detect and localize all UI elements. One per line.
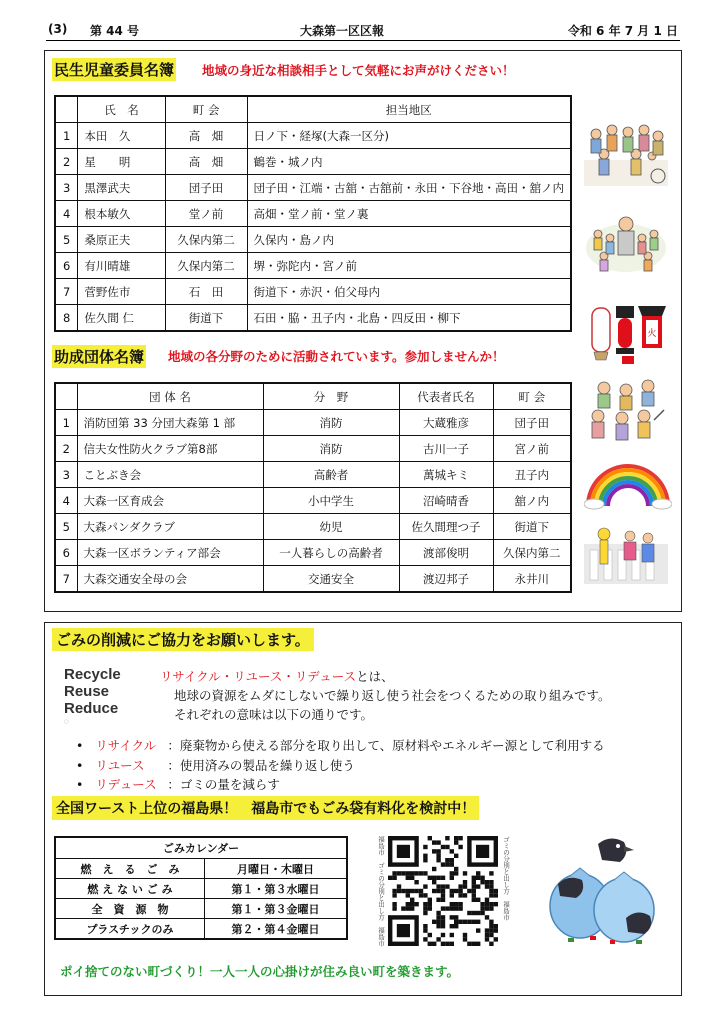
crosswalk-icon [584, 524, 668, 584]
table-cell: 大森一区ボランティア部会 [77, 540, 263, 566]
column-header [55, 96, 78, 123]
calendar-day: 第１・第３金曜日 [205, 899, 348, 919]
column-header: 分 野 [263, 383, 399, 410]
bullet-term: リデュース [95, 777, 157, 792]
column-header: 町 会 [165, 96, 247, 123]
table-cell: 街道下 [493, 514, 571, 540]
calendar-day: 第１・第３水曜日 [205, 879, 348, 899]
table-cell: 街道下 [165, 305, 247, 332]
table-cell: 久保内第二 [165, 227, 247, 253]
table-cell: 黒澤武夫 [78, 175, 165, 201]
table-cell: 桑原正夫 [78, 227, 165, 253]
table-cell: 舘ノ内 [493, 488, 571, 514]
josei-title: 助成団体名簿 [52, 345, 146, 368]
footer-slogan: ポイ捨てのない町づくり！一人一人の心掛けが住み良い町を築きます。 [60, 964, 460, 979]
table-cell: 大森一区育成会 [77, 488, 263, 514]
intro-tail: とは、 [356, 669, 394, 684]
qr-right-caption: ゴミの分別と出し方 福島市 [502, 836, 510, 921]
people-group-icon [584, 120, 668, 186]
page-number: (3) [48, 22, 68, 36]
table-cell: 日ノ下・経塚(大森一区分) [247, 123, 571, 149]
table-cell: 星 明 [78, 149, 165, 175]
table-cell: 8 [55, 305, 78, 332]
table-cell: 高 畑 [165, 149, 247, 175]
table-cell: 4 [55, 488, 77, 514]
table-row [55, 540, 571, 566]
calendar-type: プラスチックのみ [55, 919, 205, 940]
table-cell: 久保内・島ノ内 [247, 227, 571, 253]
volunteers-icon [584, 208, 668, 274]
recycle-logo-icon: Recycle Reuse Reduce ◌ [64, 666, 121, 726]
intro-line3: それぞれの意味は以下の通りです。 [174, 707, 374, 722]
table-cell: 街道下・赤沢・伯父母内 [247, 279, 571, 305]
table-row [55, 253, 571, 279]
table-cell: 高畑・堂ノ前・堂ノ裏 [247, 201, 571, 227]
table-cell: 5 [55, 514, 77, 540]
table-cell: 団子田 [493, 410, 571, 436]
table-cell: 石田・脇・丑子内・北島・四反田・柳下 [247, 305, 571, 332]
table-cell: 幼児 [263, 514, 399, 540]
table-cell: 団子田 [165, 175, 247, 201]
logo-recycle: Recycle [64, 666, 121, 683]
table-header-row [55, 96, 571, 123]
table-cell: 消防 [263, 410, 399, 436]
bullet-desc: ：廃棄物から使える部分を取り出して、原材料やエネルギー源として利用する [167, 738, 605, 753]
josei-table [54, 382, 572, 593]
table-cell: 古川一子 [399, 436, 493, 462]
issue-date: 令和 6 年 7 月 1 日 [567, 24, 678, 38]
intro-line2: 地球の資源をムダにしないで繰り返し使う社会をつくるための取り組みです。 [174, 688, 611, 703]
table-cell: 消防団第 33 分団大森第 1 部 [77, 410, 263, 436]
fire-prevention-icon [586, 300, 670, 366]
calendar-type: 燃 え な い ご み [55, 879, 205, 899]
table-cell: 丑子内 [493, 462, 571, 488]
minsei-title: 民生児童委員名簿 [52, 58, 176, 81]
column-header: 町 会 [493, 383, 571, 410]
table-cell: 堺・弥陀内・宮ノ前 [247, 253, 571, 279]
table-cell: 5 [55, 227, 78, 253]
table-cell: 大森交通安全母の会 [77, 566, 263, 593]
calendar-title: ごみカレンダー [55, 837, 347, 859]
page-header [46, 22, 680, 41]
table-cell: 1 [55, 410, 77, 436]
table-cell: 堂ノ前 [165, 201, 247, 227]
table-cell: 萬城キミ [399, 462, 493, 488]
table-cell: 消防 [263, 436, 399, 462]
column-header [55, 383, 77, 410]
column-header: 担当地区 [247, 96, 571, 123]
logo-reduce: Reduce [64, 700, 119, 717]
minsei-table [54, 95, 572, 332]
minsei-subtitle: 地域の身近な相談相手として気軽にお声がけください！ [202, 63, 515, 78]
table-row [55, 175, 571, 201]
table-cell: 7 [55, 279, 78, 305]
table-row [55, 410, 571, 436]
bullet-reduce: • リデュース ：ゴミの量を減らす [76, 777, 280, 792]
table-cell: 石 田 [165, 279, 247, 305]
table-row [55, 488, 571, 514]
table-cell: 1 [55, 123, 78, 149]
table-cell: 高 畑 [165, 123, 247, 149]
table-cell: 大蔵雅彦 [399, 410, 493, 436]
calendar-day: 第２・第４金曜日 [205, 919, 348, 940]
table-cell: 6 [55, 540, 77, 566]
bullet-recycle: • リサイクル ：廃棄物から使える部分を取り出して、原材料やエネルギー源として利用する [76, 738, 605, 753]
table-cell: 久保内第二 [165, 253, 247, 279]
table-cell: 小中学生 [263, 488, 399, 514]
table-cell: 3 [55, 462, 77, 488]
table-row [55, 149, 571, 175]
table-cell: 信夫女性防火クラブ第8部 [77, 436, 263, 462]
elderly-exercise-icon [584, 376, 668, 442]
gomi-title: ごみの削減にご協力をお願いします。 [52, 628, 314, 651]
table-cell: 交通安全 [263, 566, 399, 593]
logo-reuse: Reuse [64, 683, 110, 700]
intro-line1 [160, 667, 394, 685]
calendar-day: 月曜日・木曜日 [205, 859, 348, 879]
table-cell: 6 [55, 253, 78, 279]
table-cell: 3 [55, 175, 78, 201]
bullet-desc: ：ゴミの量を減らす [167, 777, 280, 792]
column-header: 代表者氏名 [399, 383, 493, 410]
table-cell: 久保内第二 [493, 540, 571, 566]
table-cell: 渡辺邦子 [399, 566, 493, 593]
table-cell: 7 [55, 566, 77, 593]
table-cell: 2 [55, 149, 78, 175]
calendar-type: 燃 え る ご み [55, 859, 205, 879]
table-cell: 一人暮らしの高齢者 [263, 540, 399, 566]
table-cell: 大森パンダクラブ [77, 514, 263, 540]
table-cell: 有川晴雄 [78, 253, 165, 279]
worst-banner: 全国ワースト上位の福島県！ 福島市でもごみ袋有料化を検討中！ [52, 796, 479, 820]
table-row [55, 462, 571, 488]
table-row [55, 227, 571, 253]
table-cell: 佐久間 仁 [78, 305, 165, 332]
josei-subtitle: 地域の各分野のために活動されています。参加しませんか！ [168, 349, 505, 364]
crow-garbage-icon [540, 832, 668, 950]
table-cell: 2 [55, 436, 77, 462]
table-row [55, 305, 571, 332]
table-cell: 根本敏久 [78, 201, 165, 227]
table-header-row [55, 383, 571, 410]
table-cell: 永井川 [493, 566, 571, 593]
table-cell: 菅野佐市 [78, 279, 165, 305]
bullet-term: リユース [95, 758, 145, 773]
bullet-term: リサイクル [95, 738, 157, 753]
issue-number: 第 44 号 [90, 24, 140, 38]
intro-red: リサイクル・リユース・リデュース [160, 669, 357, 684]
table-cell: ことぶき会 [77, 462, 263, 488]
table-cell: 宮ノ前 [493, 436, 571, 462]
bullet-desc: ：使用済みの製品を繰り返し使う [167, 758, 355, 773]
table-row [55, 566, 571, 593]
table-row [55, 436, 571, 462]
table-cell: 渡部俊明 [399, 540, 493, 566]
table-cell: 本田 久 [78, 123, 165, 149]
bullet-reuse: • リユース ：使用済みの製品を繰り返し使う [76, 758, 355, 773]
calendar-type: 全 資 源 物 [55, 899, 205, 919]
svg-text:火: 火 [647, 329, 657, 339]
table-cell: 団子田・江端・古舘・古舘前・永田・下谷地・高田・舘ノ内 [247, 175, 571, 201]
column-header: 団 体 名 [77, 383, 263, 410]
table-row [55, 201, 571, 227]
table-row [55, 514, 571, 540]
table-cell: 4 [55, 201, 78, 227]
table-row [55, 279, 571, 305]
table-cell: 佐久間理つ子 [399, 514, 493, 540]
rainbow-icon [584, 460, 672, 510]
qr-left-caption: 福島市 ゴミの分別と出し方 福島市 [377, 836, 385, 947]
newsletter-title: 大森第一区区報 [300, 24, 385, 38]
table-row [55, 123, 571, 149]
qr-code-icon[interactable] [388, 836, 498, 946]
table-cell: 高齢者 [263, 462, 399, 488]
column-header: 氏 名 [78, 96, 165, 123]
table-cell: 沼崎晴香 [399, 488, 493, 514]
gomi-calendar [54, 836, 348, 940]
table-cell: 鶴巻・城ノ内 [247, 149, 571, 175]
